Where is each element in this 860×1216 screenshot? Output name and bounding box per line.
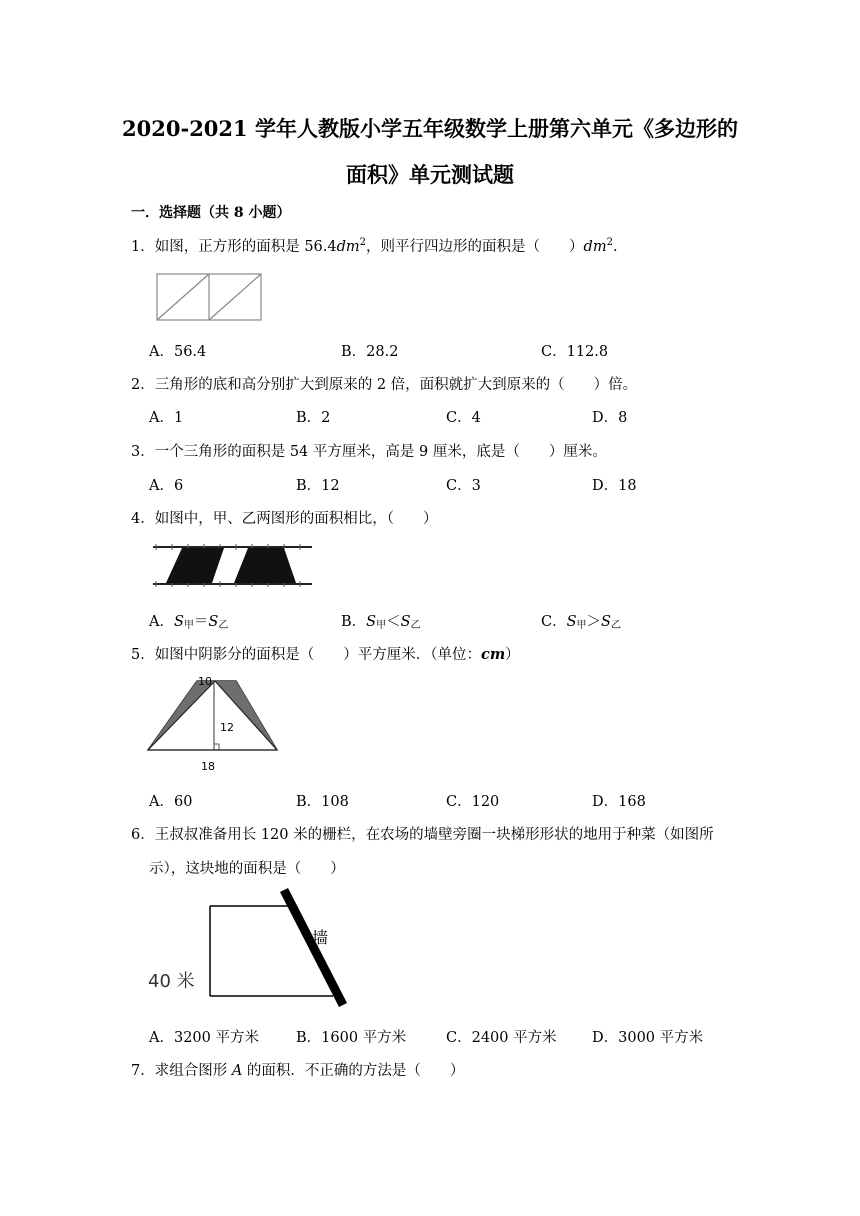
q1-end: . <box>612 239 618 255</box>
q7-prefix: 7．求组合图形 <box>131 1063 232 1079</box>
q4-shape-jia <box>166 548 224 583</box>
question-1 <box>131 235 618 256</box>
q6-option-d[interactable]: D．3000 平方米 <box>592 1030 704 1046</box>
q3-option-c[interactable]: C．3 <box>446 478 481 494</box>
q5-prefix: 5．如图中阴影分的面积是（ ）平方厘米．（单位： <box>131 647 481 663</box>
q4-b-s2: S <box>400 614 411 630</box>
q1-option-a[interactable]: A．56.4 <box>149 344 207 360</box>
q4-c-sub2: 乙 <box>610 620 621 631</box>
q4-b-s1: S <box>366 614 377 630</box>
document-title-line1: 2020-2021 学年人教版小学五年级数学上册第六单元《多边形的 <box>122 116 738 141</box>
q3-option-d[interactable]: D．18 <box>592 478 637 494</box>
q1-diag-1 <box>157 274 209 320</box>
q2-option-c[interactable]: C．4 <box>446 410 481 426</box>
q1-unit2: dm <box>583 239 607 255</box>
q7-suffix: 的面积．不正确的方法是（ ） <box>242 1063 465 1079</box>
q6-label-wall: 墙 <box>312 928 329 947</box>
question-2: 2．三角形的底和高分别扩大到原来的 2 倍，面积就扩大到原来的（ ）倍。 <box>131 377 638 393</box>
q5-option-c[interactable]: C．120 <box>446 794 500 810</box>
q2-option-a[interactable]: A．1 <box>149 410 184 426</box>
q6-option-c[interactable]: C．2400 平方米 <box>446 1030 557 1046</box>
q4-b-op: ＜ <box>386 614 401 630</box>
q1-exp2: 2 <box>606 237 613 249</box>
q3-option-b[interactable]: B．12 <box>296 478 340 494</box>
question-6-line1: 6．王叔叔准备用长 120 米的栅栏，在农场的墙壁旁圈一块梯形形状的地用于种菜（如图所 <box>131 827 714 843</box>
q1-diag-2 <box>209 274 261 320</box>
q4-a-letter: A． <box>149 614 174 630</box>
q3-option-a[interactable]: A．6 <box>149 478 184 494</box>
question-3: 3．一个三角形的面积是 54 平方厘米，高是 9 厘米，底是（ ）厘米。 <box>131 444 607 460</box>
q4-a-op: ＝ <box>193 614 209 630</box>
section-heading: 一．选择题（共 8 小题） <box>131 205 291 221</box>
question-4: 4．如图中，甲、乙两图形的面积相比，（ ） <box>131 511 438 527</box>
q5-label-top: 10 <box>198 675 212 688</box>
q5-figure <box>140 671 285 777</box>
q1-figure <box>150 268 268 326</box>
q7-var: A <box>231 1063 243 1079</box>
question-5 <box>131 643 520 664</box>
q4-option-c[interactable] <box>541 610 621 631</box>
q4-c-sub1: 甲 <box>576 620 587 631</box>
q5-option-b[interactable]: B．108 <box>296 794 349 810</box>
q4-a-sub2: 乙 <box>218 620 229 631</box>
q2-option-d[interactable]: D．8 <box>592 410 628 426</box>
q4-c-s1: S <box>566 614 577 630</box>
q1-option-b[interactable]: B．28.2 <box>341 344 399 360</box>
q6-figure <box>145 884 355 1010</box>
q4-figure <box>150 540 318 592</box>
q4-c-op: ＞ <box>586 614 602 630</box>
q6-wall <box>284 890 343 1005</box>
q4-c-letter: C． <box>541 614 567 630</box>
document-title-line2: 面积》单元测试题 <box>346 162 514 187</box>
question-6-line2: 示），这块地的面积是（ ） <box>149 861 345 877</box>
q4-option-a[interactable] <box>149 610 228 631</box>
q5-suffix: ） <box>505 647 520 663</box>
q1-option-c[interactable]: C．112.8 <box>541 344 609 360</box>
q4-c-s2: S <box>601 614 611 630</box>
q5-label-height: 12 <box>220 721 234 734</box>
q6-option-a[interactable]: A．3200 平方米 <box>149 1030 259 1046</box>
q1-exp: 2 <box>359 237 367 249</box>
q5-option-a[interactable]: A．60 <box>149 794 193 810</box>
q2-option-b[interactable]: B．2 <box>296 410 331 426</box>
q4-a-sub1: 甲 <box>183 620 194 631</box>
question-7 <box>131 1059 464 1080</box>
q4-shape-yi <box>234 548 296 583</box>
q4-option-b[interactable] <box>341 610 421 631</box>
q5-label-bottom: 18 <box>201 760 215 773</box>
q5-option-d[interactable]: D．168 <box>592 794 646 810</box>
q5-trapezoid <box>148 681 277 750</box>
q4-a-s1: S <box>173 614 184 630</box>
q5-unit: cm <box>480 646 506 663</box>
q1-middle: ，则平行四边形的面积是（ ） <box>366 239 584 255</box>
q4-b-sub2: 乙 <box>410 620 421 631</box>
q1-unit: dm <box>336 239 360 255</box>
q6-option-b[interactable]: B．1600 平方米 <box>296 1030 407 1046</box>
q4-a-s2: S <box>208 614 219 630</box>
q1-prefix: 1．如图，正方形的面积是 56.4 <box>131 239 337 255</box>
q4-b-letter: B． <box>341 614 367 630</box>
q4-b-sub1: 甲 <box>376 620 387 631</box>
q6-label-side: 40 米 <box>148 971 195 992</box>
